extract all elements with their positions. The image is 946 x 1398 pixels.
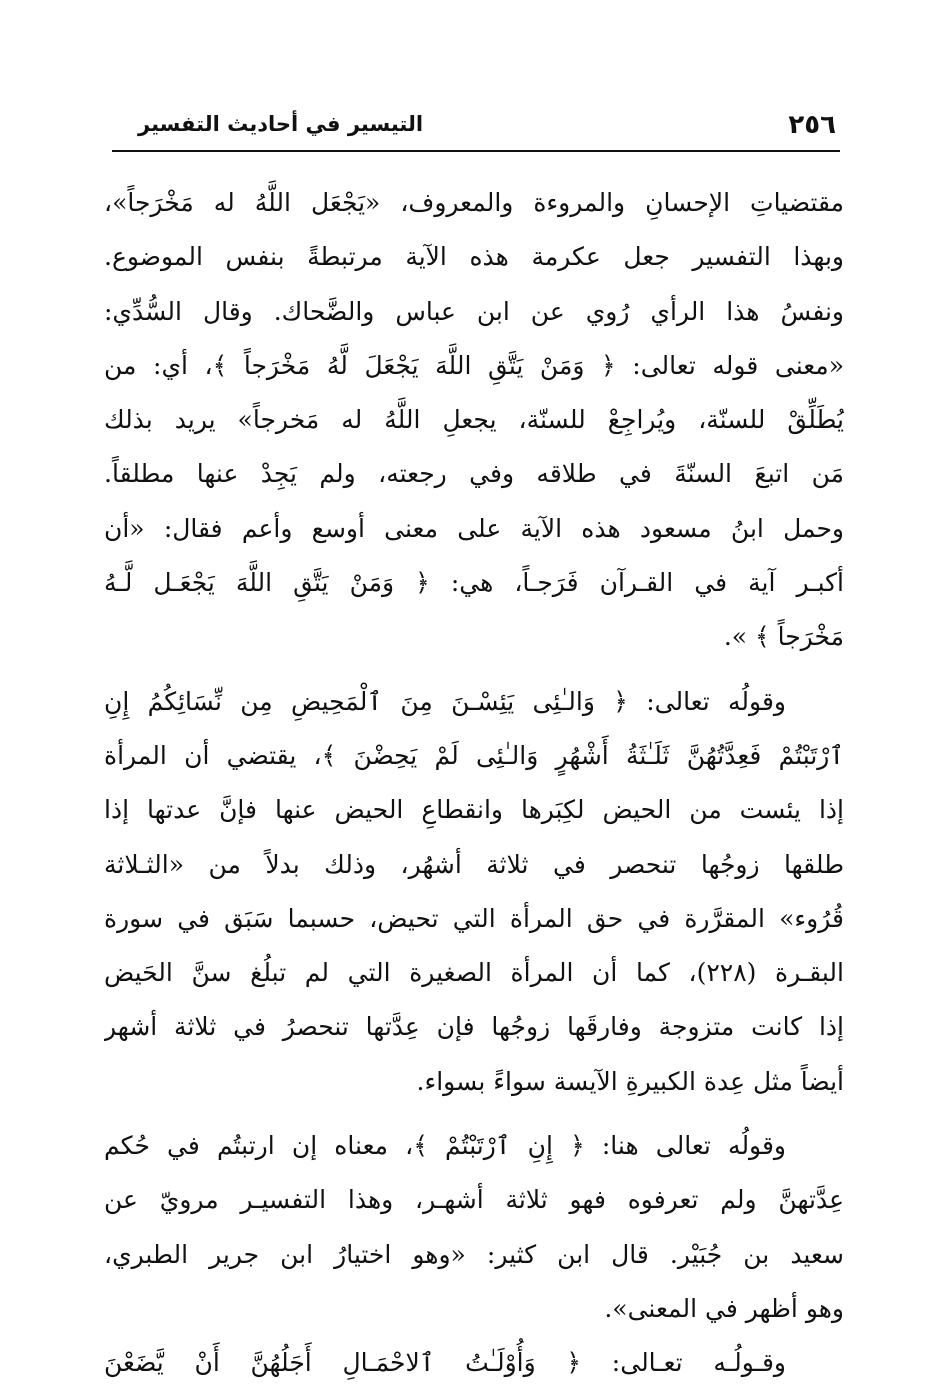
- paragraph-4: [104, 1336, 844, 1390]
- text-line: ٱرْتَبْتُمْ فَعِدَّتُهُنَّ ثَلَـٰثَةُ أَشْهُرٍ وَالـٰئِى لَمْ يَحِضْنَ ﴾، يقتضي أن المرأة: [104, 740, 844, 770]
- paragraph-2: [104, 675, 844, 1109]
- text-line: إذا كانت متزوجة وفارقَها زوجُها فإن عِدَّتها تنحصرُ في ثلاثة أشهر: [104, 1012, 844, 1042]
- text-line: وقولُه تعالى هنا: ﴿ إِنِ ٱرْتَبْتُمْ ﴾، معناه إن ارتبتُم في حُكم: [104, 1131, 786, 1161]
- text-line: عِدَّتهنَّ ولم تعرفوه فهو ثلاثة أشهـر، وهذا التفسيـر مرويّ عن: [104, 1185, 844, 1215]
- paragraph-1: [104, 176, 844, 665]
- text-line: وقولُه تعالى: ﴿ وَالـٰئِى يَئِسْـنَ مِنَ ٱلْمَحِيضِ مِن نِّسَائِكُمُ إِنِ: [104, 686, 786, 716]
- text-line: أكبـر آية في القـرآن فَرَجـاً، هي: ﴿ وَمَنْ يَتَّقِ اللَّهَ يَجْعَـل لَّـهُ: [104, 568, 844, 598]
- text-line: يُطَلِّقْ للسنّة، ويُراجِعْ للسنّة، يجعلِ اللَّهُ له مَخرجاً» يريد بذلك: [104, 405, 844, 435]
- text-line: وقـولُـه تعـالى: ﴿ وَأُوْلَـٰتُ ٱلاحْمَـالِ أَجَلُهُنَّ أَنْ يَّضَعْنَ: [104, 1348, 786, 1378]
- paragraph-3: [104, 1119, 844, 1336]
- page-number: ٢٥٦: [788, 110, 836, 140]
- text-line: «معنى قوله تعالى: ﴿ وَمَنْ يَتَّقِ اللَّهَ يَجْعَلَ لَّهُ مَخْرَجاً ﴾، أي: من: [104, 350, 844, 380]
- running-title: التيسير في أحاديث التفسير: [138, 112, 424, 136]
- text-line: طلقها زوجُها تنحصر في ثلاثة أشهُر، وذلك بدلاً من «الثـلاثة: [104, 849, 844, 879]
- text-line: ونفسُ هذا الرأي رُوي عن ابن عباس والضَّحاك. وقال السُّدِّي:: [104, 296, 844, 326]
- text-line: وبهذا التفسير جعل عكرمة هذه الآية مرتبطةً بنفس الموضوع.: [104, 242, 844, 272]
- text-line: إذا يئست من الحيض لكِبَرها وانقطاعِ الحيض عنها فإنَّ عدتها إذا: [104, 795, 844, 825]
- text-line: أيضاً مثل عِدة الكبيرةِ الآيسة سواءً بسواء.: [416, 1066, 844, 1096]
- text-line: قُرُوء» المقرَّرة في حق المرأة التي تحيض، حسبما سَبَق في سورة: [104, 903, 844, 933]
- text-line: البقـرة (٢٢٨)، كما أن المرأة الصغيرة التي لم تبلُغ سنَّ الحَيض: [104, 958, 844, 988]
- text-line: مَن اتبعَ السنّةَ في طلاقه وفي رجعته، ولم يَجِدْ عنها مطلقاً.: [104, 459, 844, 489]
- text-line: مقتضياتِ الإحسانِ والمروءة والمعروف، «يَجْعَل اللَّهُ له مَخْرَجاً»،: [104, 188, 844, 217]
- text-line: وهو أظهر في المعنى».: [604, 1293, 844, 1323]
- text-line: سعيد بن جُبَيْر. قال ابن كثير: «وهو اختيارُ ابن جرير الطبري،: [104, 1239, 844, 1269]
- text-line: مَخْرَجاً ﴾ ».: [723, 622, 844, 652]
- body-text: [104, 176, 844, 1391]
- text-line: وحمل ابنُ مسعود هذه الآية على معنى أوسع وأعم فقال: «أن: [104, 513, 844, 543]
- page-header: [112, 96, 840, 152]
